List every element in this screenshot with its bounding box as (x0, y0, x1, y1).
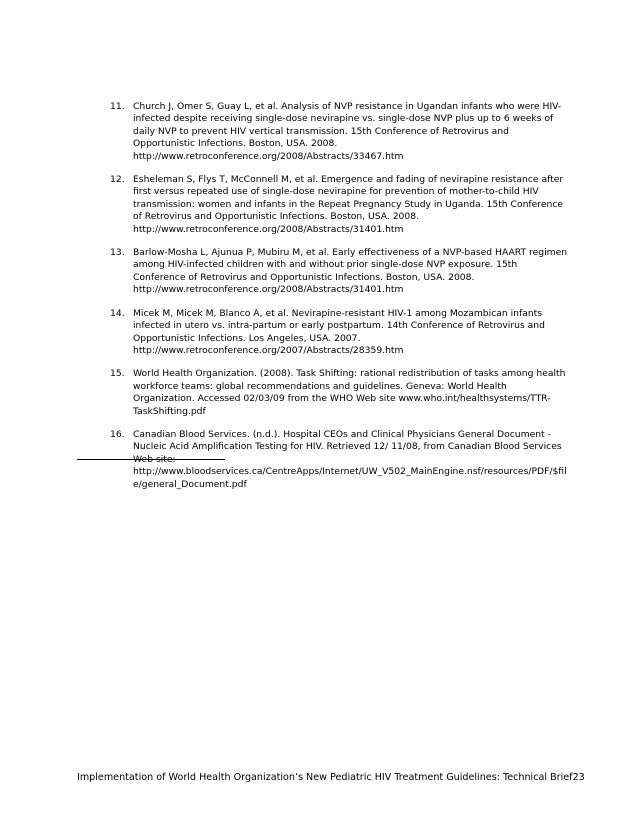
reference-number: 14. (110, 307, 125, 319)
reference-item-14 (110, 308, 570, 358)
page-footer (77, 772, 585, 784)
reference-text: Micek M, Micek M, Blanco A, et al. Nevirapine-resistant HIV-1 among Mozambican infants infected in utero vs. intra-partum or early postpartum. 14th Conference of Retrovirus and Opportunistic Infections. Los Angeles, USA. 2007. http://www.retroconference.org/2007/Abstracts/28359.htm (133, 307, 545, 356)
reference-number: 12. (110, 174, 125, 186)
reference-number: 16. (110, 428, 125, 440)
reference-item-13 (110, 247, 570, 297)
reference-item-11 (110, 101, 570, 163)
reference-list (110, 101, 570, 502)
footnote-divider (77, 459, 225, 460)
reference-number: 13. (110, 247, 125, 259)
reference-number: 15. (110, 368, 125, 380)
reference-text: Esheleman S, Flys T, McConnell M, et al. Emergence and fading of nevirapine resistance after first versus repeated use of single-dose nevirapine for prevention of mother-to-child HIV transmission: women and infants in the Repeat Pregnancy Study in Uganda. 15th Conference of Retrovirus and Opportunistic Infections. Boston, USA. 2008. http://www.retroconference.org/2008/Abstracts/31401.htm (133, 174, 564, 235)
reference-text: Barlow-Mosha L, Ajunua P, Mubiru M, et al. Early effectiveness of a NVP-based HAART regimen among HIV-infected children with and without prior single-dose NVP exposure. 15th Conference of Retrovirus and Opportunistic Infections. Boston, USA. 2008. http://www.retroconference.org/2008/Abstracts/31401.htm (133, 247, 568, 296)
page-number: 23 (572, 772, 585, 783)
footer-title: Implementation of World Health Organization’s New Pediatric HIV Treatment Guidelines: Technical Brief (77, 772, 573, 783)
reference-number: 11. (110, 101, 125, 112)
reference-text: Church J, Omer S, Guay L, et al. Analysis of NVP resistance in Ugandan infants who were HIV-infected despite receiving single-dose nevirapine vs. single-dose NVP plus up to 6 weeks of daily NVP to prevent HIV vertical transmission. 15th Conference of Retrovirus and Opportunistic Infections. Boston, USA. 2008. http://www.retroconference.org/2008/Abstracts/33467.htm (133, 101, 562, 162)
reference-item-15 (110, 368, 570, 418)
reference-item-12 (110, 174, 570, 236)
reference-text: World Health Organization. (2008). Task Shifting: rational redistribution of tasks among health workforce teams: global recommendations and guidelines. Geneva: World Health Organization. Accessed 02/03/09 from the WHO Web site www.who.int/healthsystems/TTR-TaskShifting.pdf (133, 368, 566, 417)
reference-text: Canadian Blood Services. (n.d.). Hospital CEOs and Clinical Physicians General Document - Nucleic Acid Amplification Testing for HIV. Retrieved 12/ 11/08, from Canadian Blood Services Web site: http://www.bloodservices.ca/CentreApps/Internet/UW_V502_MainEngine.nsf/resources/PDF/$file/general_Document.pdf (133, 428, 567, 490)
